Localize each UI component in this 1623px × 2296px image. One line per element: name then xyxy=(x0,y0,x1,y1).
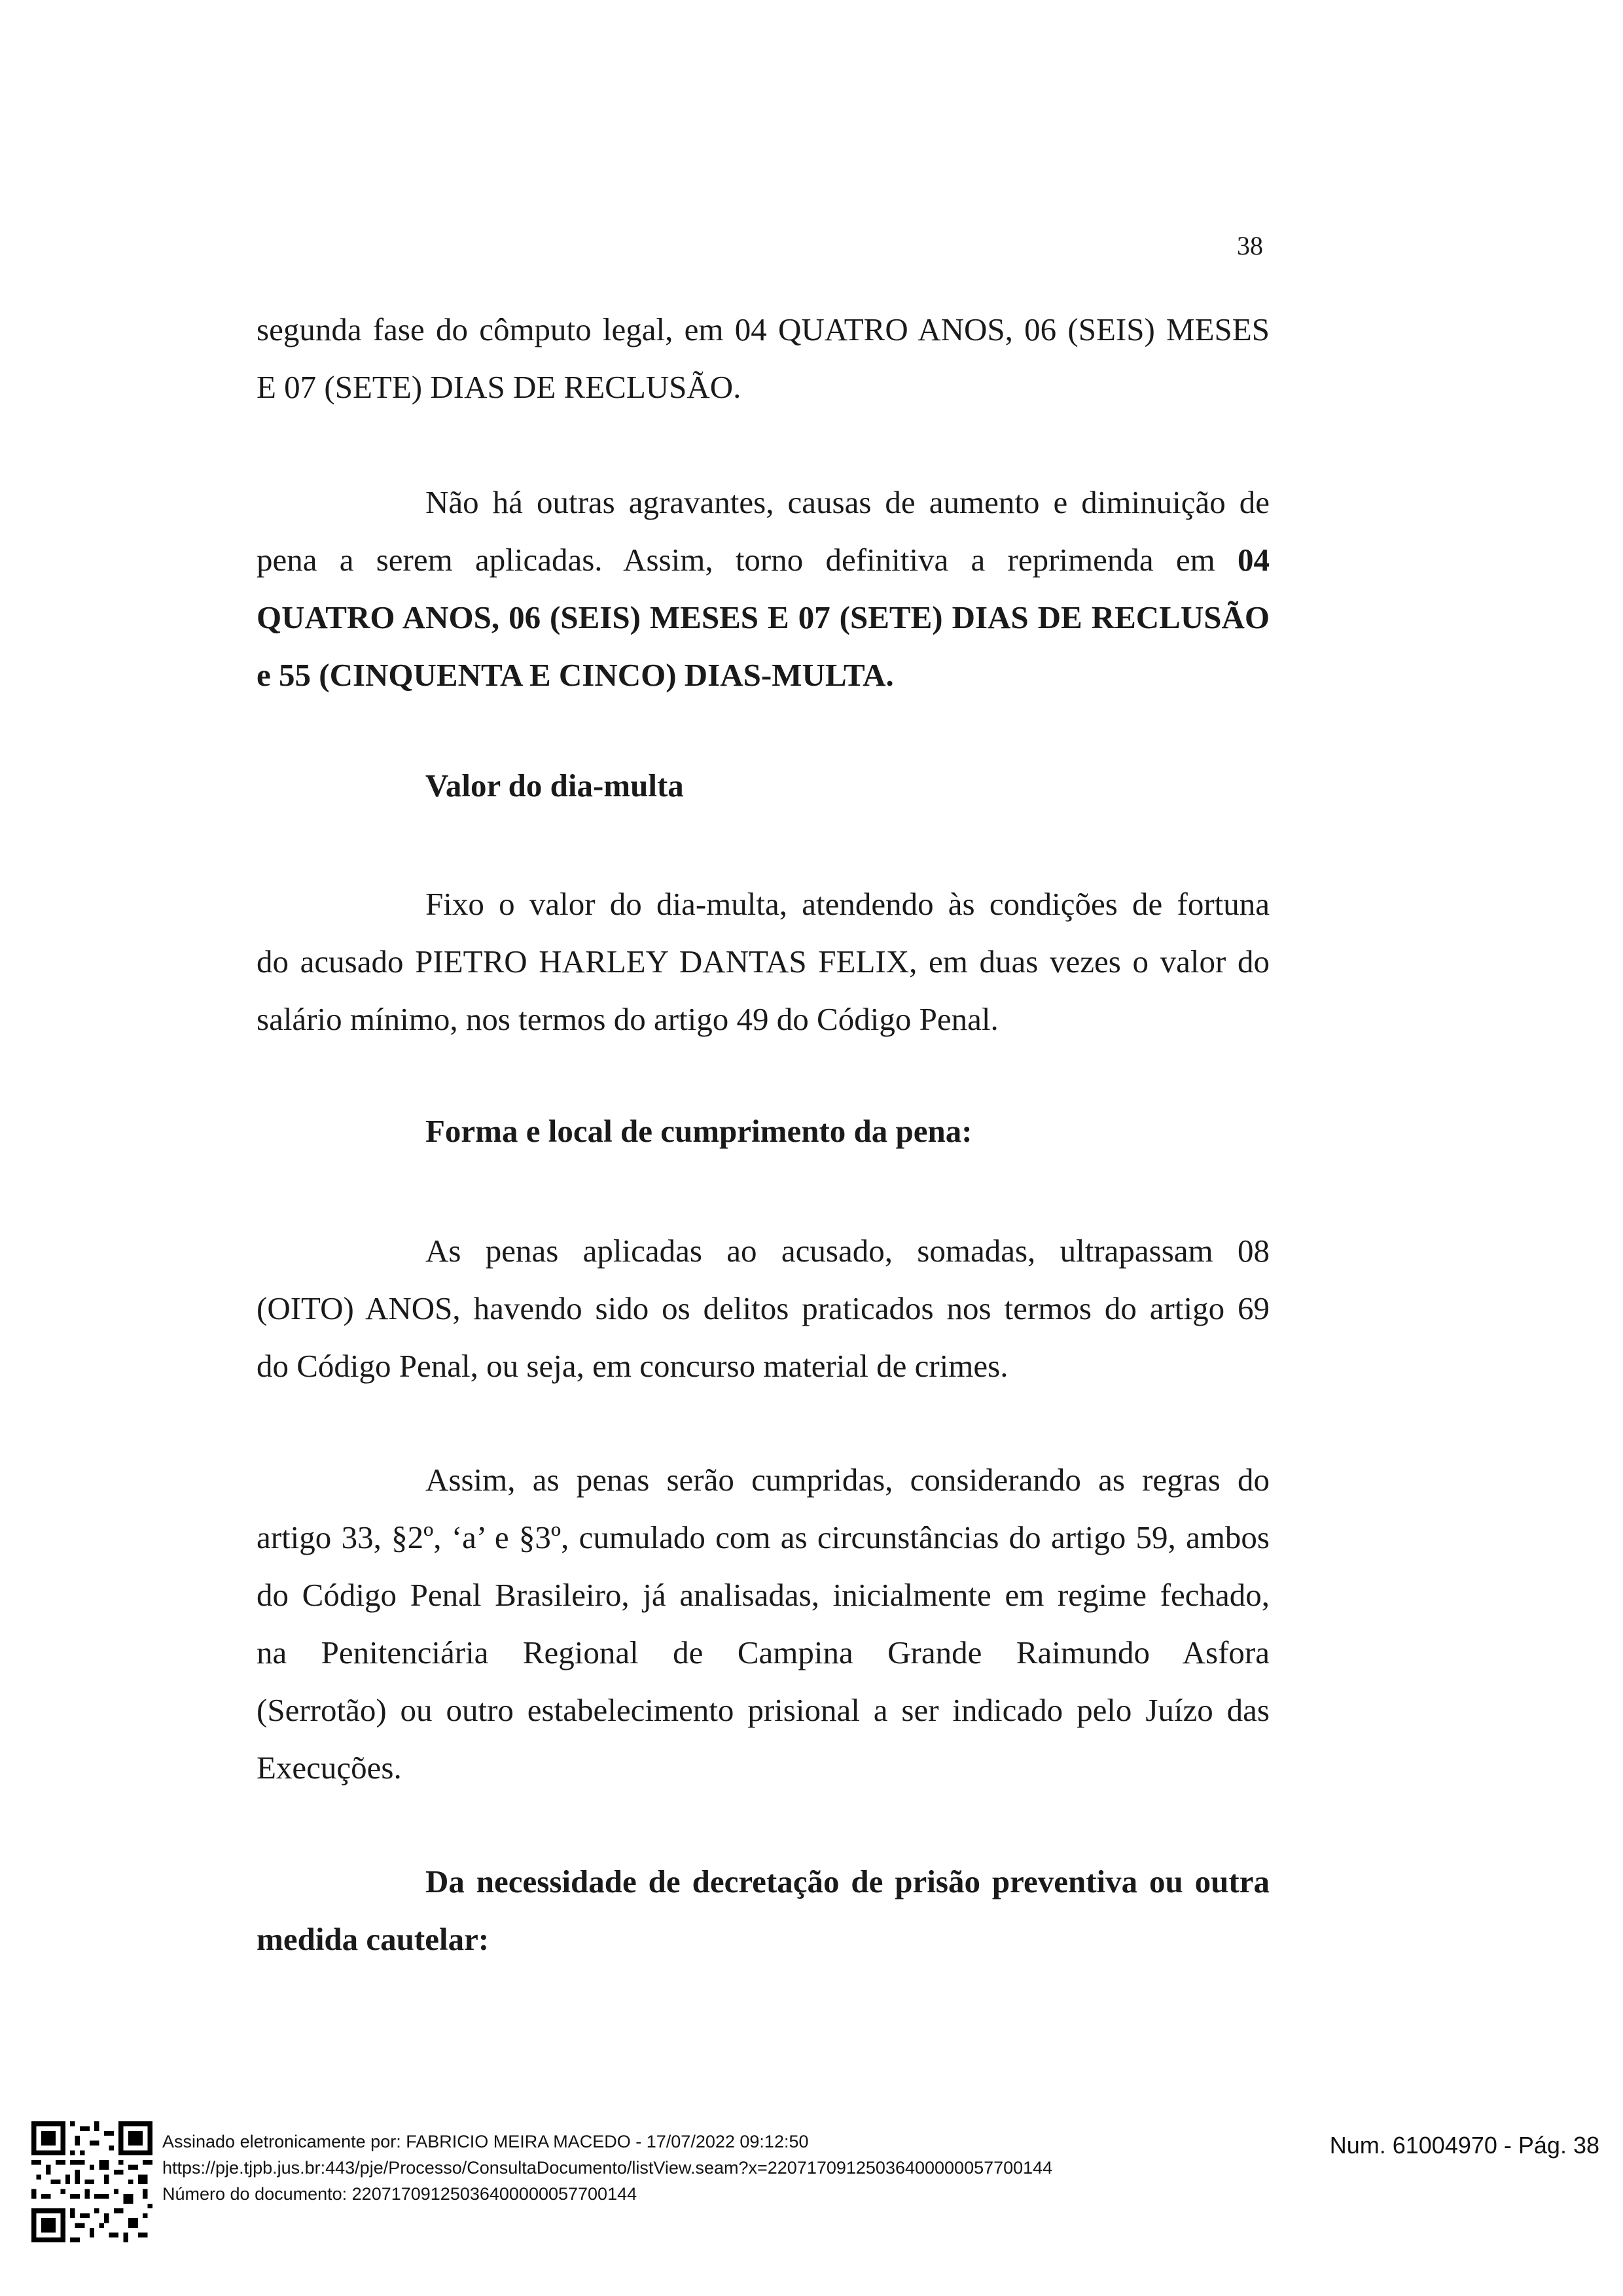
paragraph-line: e 55 (CINQUENTA E CINCO) DIAS-MULTA. xyxy=(257,657,894,693)
paragraph-text: pena a serem aplicadas. Assim, torno definitiva a reprimenda em xyxy=(257,542,1238,578)
paragraph-line: QUATRO ANOS, 06 (SEIS) MESES E 07 (SETE) DIAS DE RECLUSÃO xyxy=(257,599,1270,635)
paragraph-3 xyxy=(257,875,1270,1048)
qr-code-icon xyxy=(31,2121,152,2242)
section-heading: Valor do dia-multa xyxy=(425,768,684,804)
paragraph-bold-text: 04 xyxy=(1238,542,1270,578)
paragraph-line: na Penitenciária Regional de Campina Grande Raimundo Asfora xyxy=(257,1634,1270,1670)
paragraph-line: As penas aplicadas ao acusado, somadas, ultrapassam 08 xyxy=(425,1233,1270,1269)
paragraph-line: artigo 33, §2º, ‘a’ e §3º, cumulado com as circunstâncias do artigo 59, ambos xyxy=(257,1519,1270,1555)
paragraph-2 xyxy=(257,474,1270,704)
paragraph-line xyxy=(257,531,1270,589)
signature-line: Assinado eletronicamente por: FABRICIO MEIRA MACEDO - 17/07/2022 09:12:50 xyxy=(162,2132,809,2151)
section-heading: Forma e local de cumprimento da pena: xyxy=(425,1113,972,1149)
paragraph-line: salário mínimo, nos termos do artigo 49 do Código Penal. xyxy=(257,1001,999,1037)
paragraph-line: do Código Penal, ou seja, em concurso material de crimes. xyxy=(257,1348,1008,1384)
paragraph-line: Não há outras agravantes, causas de aumento e diminuição de xyxy=(425,484,1270,520)
paragraph-line: Fixo o valor do dia-multa, atendendo às condições de fortuna xyxy=(425,886,1270,922)
paragraph-5 xyxy=(257,1451,1270,1797)
document-url: https://pje.tjpb.jus.br:443/pje/Processo/ConsultaDocumento/listView.seam?x=22071709125036400000057700144 xyxy=(162,2158,1053,2178)
paragraph-1 xyxy=(257,301,1270,416)
paragraph-line: (OITO) ANOS, havendo sido os delitos praticados nos termos do artigo 69 xyxy=(257,1290,1270,1326)
heading-line: Da necessidade de decretação de prisão preventiva ou outra xyxy=(425,1863,1270,1899)
paragraph-line: Assim, as penas serão cumpridas, considerando as regras do xyxy=(425,1462,1270,1498)
section-heading-3 xyxy=(257,1853,1270,1968)
page-number: 38 xyxy=(1237,231,1263,260)
paragraph-4 xyxy=(257,1222,1270,1395)
paragraph-line: do acusado PIETRO HARLEY DANTAS FELIX, em duas vezes o valor do xyxy=(257,944,1270,980)
paragraph-line: E 07 (SETE) DIAS DE RECLUSÃO. xyxy=(257,369,741,405)
paragraph-line: Execuções. xyxy=(257,1750,402,1786)
heading-line: medida cautelar: xyxy=(257,1921,490,1957)
paragraph-line: (Serrotão) ou outro estabelecimento prisional a ser indicado pelo Juízo das xyxy=(257,1692,1270,1728)
num-page-label: Num. 61004970 - Pág. 38 xyxy=(1329,2132,1599,2159)
paragraph-line: segunda fase do cômputo legal, em 04 QUATRO ANOS, 06 (SEIS) MESES xyxy=(257,311,1270,347)
document-number: Número do documento: 22071709125036400000057700144 xyxy=(162,2184,637,2204)
paragraph-line: do Código Penal Brasileiro, já analisadas, inicialmente em regime fechado, xyxy=(257,1577,1270,1613)
